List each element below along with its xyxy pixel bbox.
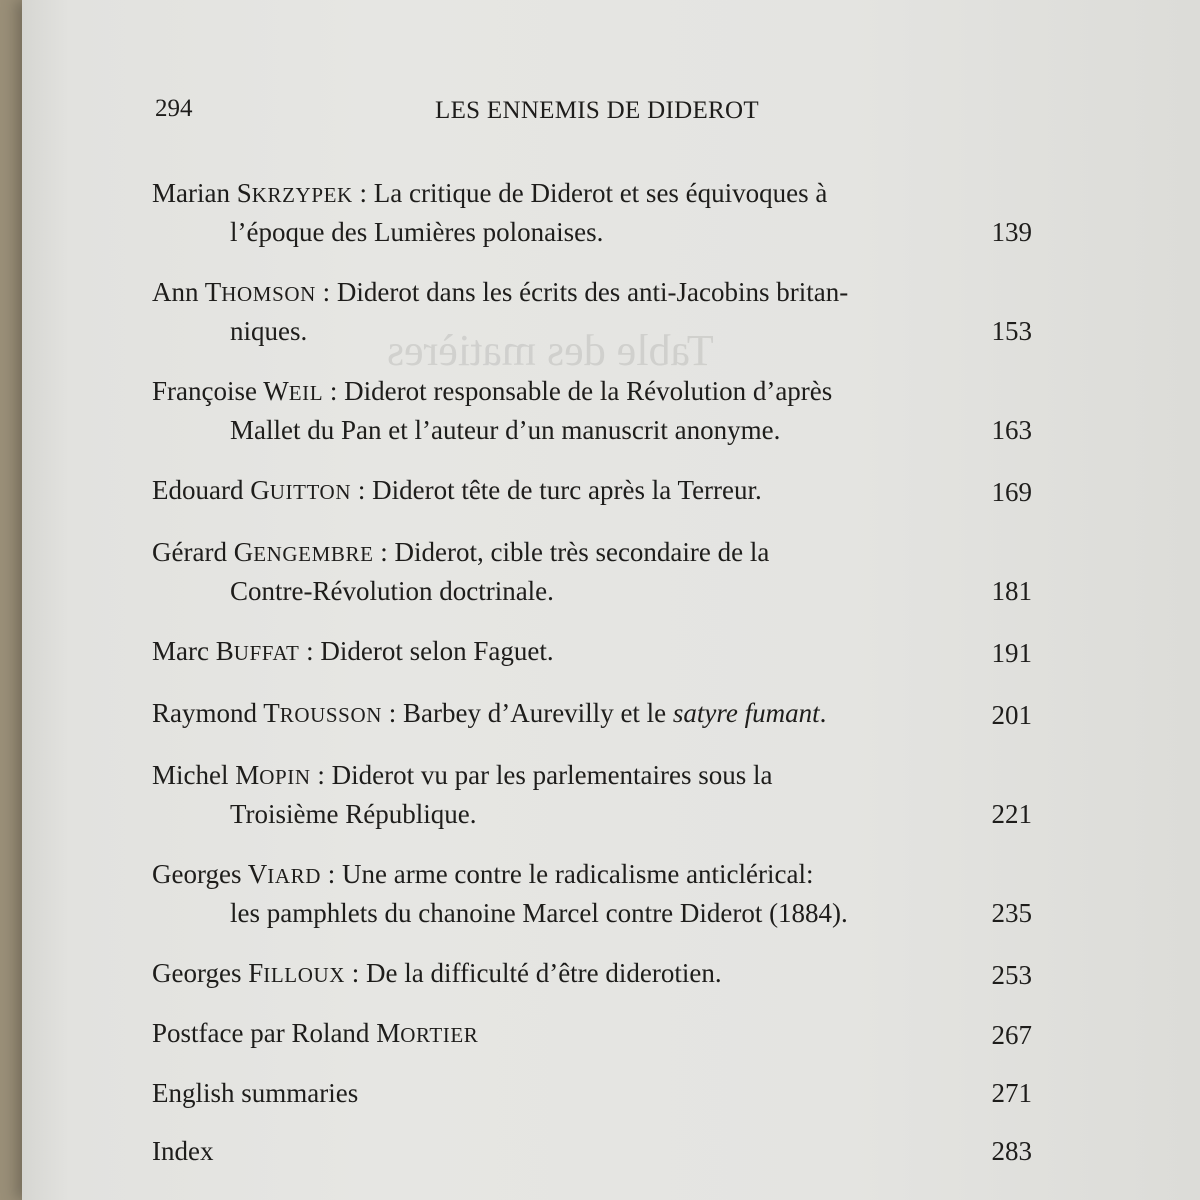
author-first-name: Ann (152, 277, 199, 307)
author-last-initial: S (236, 178, 252, 208)
entry-page-number: 235 (991, 898, 1032, 928)
entry-page-number: 253 (991, 960, 1032, 990)
author-last-rest: OPIN (259, 765, 311, 789)
entry-title-tail: . (819, 698, 827, 728)
entry-page-number: 139 (991, 217, 1032, 247)
author-last-initial: M (235, 760, 260, 790)
author-first-name: Michel (152, 760, 229, 790)
entry-title: : Diderot selon Faguet. (299, 636, 554, 666)
author-first-name: Gérard (152, 537, 227, 567)
toc-entry (152, 472, 1032, 511)
toc-entry-line2: niques. (230, 316, 308, 346)
table-of-contents (152, 175, 1032, 1170)
toc-entry-line1 (152, 757, 942, 796)
toc-entry-index (152, 1133, 1032, 1170)
toc-entry (152, 955, 1032, 994)
author-first-name: Marian (152, 178, 230, 208)
toc-entry (152, 856, 1032, 932)
postface-label: Postface par Roland (152, 1018, 377, 1048)
author-last-rest: ENGEMBRE (253, 542, 374, 566)
entry-title: : La critique de Diderot et ses équivoques à (352, 178, 828, 208)
author-last-rest: IARD (267, 864, 321, 888)
toc-entry-line2: l’époque des Lumières polonaises. (230, 217, 604, 247)
author-last-initial: W (263, 376, 289, 406)
entry-page-number: 221 (991, 799, 1032, 829)
toc-entry-line1 (152, 955, 942, 994)
entry-title: : De la difficulté d’être diderotien. (345, 958, 722, 988)
author-first-name: Raymond (152, 698, 257, 728)
entry-page-number: 201 (991, 700, 1032, 730)
entry-title: : Diderot responsable de la Révolution d’après (323, 376, 833, 406)
toc-entry-line2: Mallet du Pan et l’auteur d’un manuscrit anonyme. (230, 415, 781, 445)
toc-entry-line1 (152, 274, 942, 313)
author-last-initial: B (215, 636, 234, 666)
author-first-name: Georges (152, 859, 242, 889)
entry-page-number: 181 (991, 576, 1032, 606)
author-last-initial: T (263, 698, 280, 728)
author-first-name: Georges (152, 958, 242, 988)
author-last-rest: UFFAT (233, 641, 300, 665)
toc-entry-line1 (152, 472, 942, 511)
author-last-initial: V (247, 859, 268, 889)
index-label: Index (152, 1136, 214, 1166)
author-last-initial: G (233, 537, 254, 567)
toc-entry (152, 373, 1032, 449)
toc-entry-line2: Contre-Révolution doctrinale. (230, 576, 554, 606)
toc-entry-line1 (152, 633, 942, 672)
entry-page-number: 283 (991, 1136, 1032, 1166)
book-page (22, 0, 1200, 1200)
author-last-initial: G (250, 475, 270, 505)
toc-entry-postface (152, 1015, 1032, 1054)
toc-entry-line2: les pamphlets du chanoine Marcel contre Diderot (1884). (230, 898, 848, 928)
summaries-label: English summaries (152, 1078, 359, 1108)
entry-page-number: 267 (991, 1020, 1032, 1050)
author-last-rest: ROUSSON (279, 703, 382, 727)
entry-page-number: 163 (991, 415, 1032, 445)
toc-entry-line1 (152, 856, 942, 895)
entry-page-number: 169 (991, 477, 1032, 507)
author-last-rest: ORTIER (400, 1023, 479, 1047)
author-first-name: Marc (152, 636, 209, 666)
author-last-rest: EIL (288, 381, 324, 405)
author-last-rest: UITTON (269, 480, 352, 504)
toc-entry-line1 (152, 175, 942, 214)
author-last-initial: T (204, 277, 222, 307)
author-last-rest: KRZYPEK (251, 183, 353, 207)
toc-entry (152, 175, 1032, 251)
toc-entry (152, 633, 1032, 672)
toc-entry (152, 534, 1032, 610)
toc-entry-line1 (152, 534, 942, 573)
author-last-rest: ILLOUX (263, 963, 346, 987)
toc-entry-summaries (152, 1075, 1032, 1112)
toc-entry (152, 695, 1032, 734)
author-last-initial: F (248, 958, 264, 988)
author-last-initial: M (376, 1018, 401, 1048)
entry-title: : Diderot tête de turc après la Terreur. (351, 475, 762, 505)
entry-title: : Barbey d’Aurevilly et le (382, 698, 673, 728)
entry-title-italic: satyre fumant (672, 698, 820, 728)
entry-page-number: 271 (991, 1078, 1032, 1108)
toc-entry (152, 274, 1032, 350)
toc-entry-line1 (152, 695, 942, 734)
author-first-name: Françoise (152, 376, 257, 406)
page-number: 294 (155, 95, 193, 122)
author-last-rest: HOMSON (221, 282, 316, 306)
entry-page-number: 191 (991, 638, 1032, 668)
toc-entry (152, 757, 1032, 833)
toc-entry-line1 (152, 373, 942, 412)
entry-page-number: 153 (991, 316, 1032, 346)
entry-title: : Diderot dans les écrits des anti-Jacobins britan- (315, 277, 849, 307)
entry-title: : Diderot vu par les parlementaires sous la (310, 760, 773, 790)
toc-entry-line2: Troisième République. (230, 799, 477, 829)
author-first-name: Edouard (152, 475, 244, 505)
show-through-title: Table des matières (387, 326, 714, 375)
book-title: LES ENNEMIS DE DIDEROT (435, 97, 759, 124)
entry-title: : Diderot, cible très secondaire de la (373, 537, 770, 567)
toc-entry-line1 (152, 1015, 942, 1054)
running-head (155, 95, 935, 129)
entry-title: : Une arme contre le radicalisme anticlérical: (320, 859, 814, 889)
